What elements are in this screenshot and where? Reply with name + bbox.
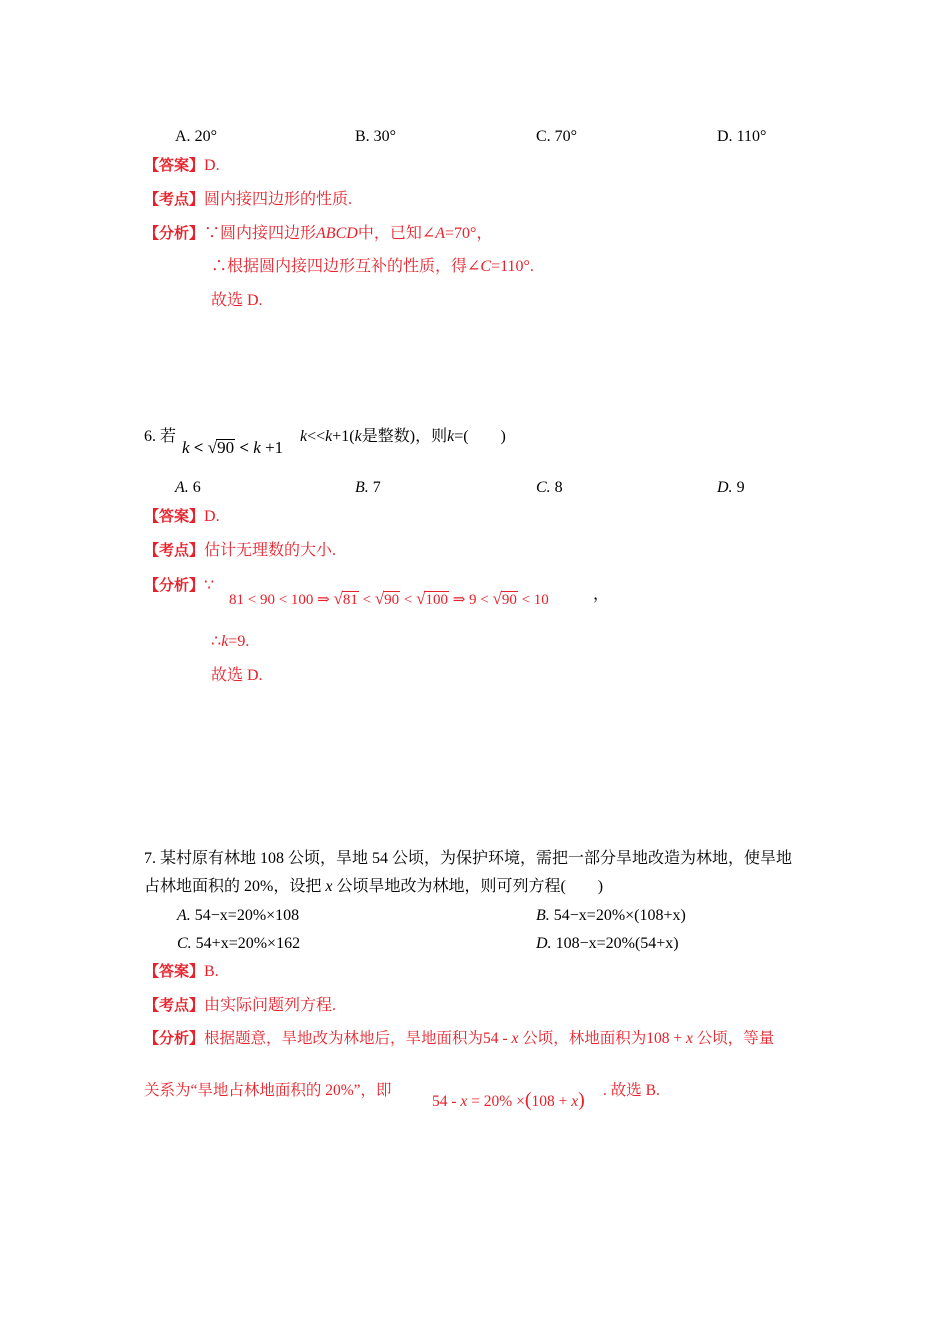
sqrt-100: √100 <box>416 589 448 608</box>
sqrt-81: √81 <box>333 589 358 608</box>
q6-analysis-line1: 【分析】∵ <box>144 576 215 594</box>
sqrt-90: √90 <box>492 589 517 608</box>
sqrt-90: √90 <box>207 438 235 457</box>
q5-option-b: B. 30° <box>355 128 397 145</box>
q6-option-a: A. 6 <box>175 479 201 496</box>
analysis-tag: 【分析】 <box>144 1029 205 1047</box>
point-tag: 【考点】 <box>144 996 205 1014</box>
q6-option-c: C. 8 <box>536 479 563 496</box>
q7-option-d: D. 108−x=20%(54+x) <box>536 935 679 952</box>
q7-analysis-tail: . 故选 B. <box>603 1082 660 1099</box>
q5-answer: 【答案】D. <box>144 156 220 174</box>
analysis-tag: 【分析】 <box>144 224 205 242</box>
q6-analysis-formula: 81 < 90 < 100 ⇒ √81 < √90 < √100 ⇒ 9 < √90 < 10 <box>229 589 549 608</box>
analysis-tag: 【分析】 <box>144 576 205 594</box>
answer-tag: 【答案】 <box>144 507 205 525</box>
q6-stem-tail: k<<k+1(k是整数)，则k=( ) <box>300 428 506 445</box>
q7-stem-line2: 占林地面积的 20%，设把 x 公顷旱地改为林地，则可列方程( ) <box>144 878 604 895</box>
point-tag: 【考点】 <box>144 190 205 208</box>
q6-point: 【考点】估计无理数的大小. <box>144 541 337 559</box>
q7-analysis-line1: 【分析】根据题意，旱地改为林地后，旱地面积为54 - x 公顷，林地面积为108 + x 公顷，等量 <box>144 1029 775 1047</box>
q5-analysis-line3: 故选 D. <box>211 292 263 309</box>
answer-tag: 【答案】 <box>144 156 205 174</box>
q5-option-c: C. 70° <box>536 128 578 145</box>
q6-stem: 6. 若 <box>144 428 177 445</box>
q7-stem-line1: 7. 某村原有林地 108 公顷，旱地 54 公顷，为保护环境，需把一部分旱地改造为林地，使旱地 <box>144 850 793 867</box>
q7-option-a: A. 54−x=20%×108 <box>177 907 300 924</box>
answer-tag: 【答案】 <box>144 962 205 980</box>
q6-analysis-line3: 故选 D. <box>211 667 263 684</box>
q6-option-d: D. 9 <box>717 479 745 496</box>
q7-option-b: B. 54−x=20%×(108+x) <box>536 907 686 924</box>
q7-analysis-line2: 关系为“旱地占林地面积的 20%”，即 <box>144 1082 392 1099</box>
point-tag: 【考点】 <box>144 541 205 559</box>
q7-answer: 【答案】B. <box>144 962 219 980</box>
q6-answer: 【答案】D. <box>144 507 220 525</box>
q7-option-c: C. 54+x=20%×162 <box>177 935 301 952</box>
q6-formula-comma: ， <box>593 586 610 603</box>
q5-option-a: A. 20° <box>175 128 217 145</box>
q5-point: 【考点】圆内接四边形的性质. <box>144 190 353 208</box>
q6-inequality-formula: k < √90 < k +1 <box>182 438 284 457</box>
q6-option-b: B. 7 <box>355 479 381 496</box>
q5-analysis-line2: ∴根据圆内接四边形互补的性质，得∠C=110°. <box>211 258 534 275</box>
sqrt-90: √90 <box>374 589 400 608</box>
q5-option-d: D. 110° <box>717 128 767 145</box>
q7-point: 【考点】由实际问题列方程. <box>144 996 337 1014</box>
q6-analysis-line2: ∴k=9. <box>211 633 250 650</box>
q5-analysis-line1: 【分析】∵圆内接四边形ABCD中，已知∠A=70°， <box>144 224 493 242</box>
q7-equation: 54 - x = 20% ×(108 + x) <box>432 1089 585 1111</box>
